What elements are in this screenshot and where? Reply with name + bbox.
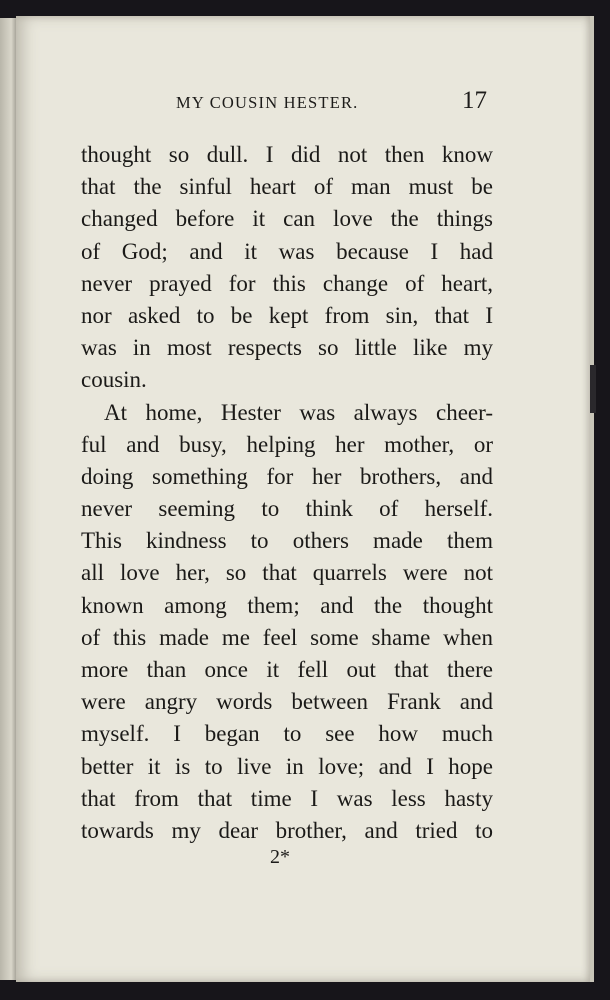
- text-line: known among them; and the thought: [81, 592, 493, 618]
- text-line: ful and busy, helping her mother, or: [81, 431, 493, 457]
- page-number: 17: [462, 87, 487, 114]
- text-line: of God; and it was because I had: [81, 238, 493, 264]
- text-line: was in most respects so little like my: [81, 335, 493, 361]
- text-line: myself. I began to see how much: [81, 721, 493, 747]
- text-line: towards my dear brother, and tried to: [81, 817, 493, 843]
- text-line: all love her, so that quarrels were not: [81, 560, 493, 586]
- running-title: MY COUSIN HESTER.: [176, 93, 359, 112]
- text-line: that the sinful heart of man must be: [81, 174, 493, 200]
- text-line: changed before it can love the things: [81, 206, 493, 232]
- text-line: This kindness to others made them: [81, 528, 493, 554]
- facing-page-edge: [0, 18, 16, 980]
- text-line: that from that time I was less hasty: [81, 785, 493, 811]
- text-line: better it is to live in love; and I hope: [81, 753, 493, 779]
- text-line: thought so dull. I did not then know: [81, 142, 493, 167]
- text-line: of this made me feel some shame when: [81, 624, 493, 650]
- page-right-edge: [590, 16, 594, 982]
- binding-notch: [590, 365, 596, 413]
- text-line: cousin.: [81, 367, 147, 393]
- signature-mark: 2*: [270, 846, 290, 868]
- text-line: never seeming to think of herself.: [81, 496, 493, 522]
- text-line: nor asked to be kept from sin, that I: [81, 302, 493, 328]
- text-line: doing something for her brothers, and: [81, 463, 493, 489]
- text-line: were angry words between Frank and: [81, 689, 493, 715]
- body-text: [81, 139, 493, 847]
- text-line: more than once it fell out that there: [81, 657, 493, 682]
- text-line: At home, Hester was always cheer-: [104, 399, 493, 425]
- text-line: never prayed for this change of heart,: [81, 270, 493, 296]
